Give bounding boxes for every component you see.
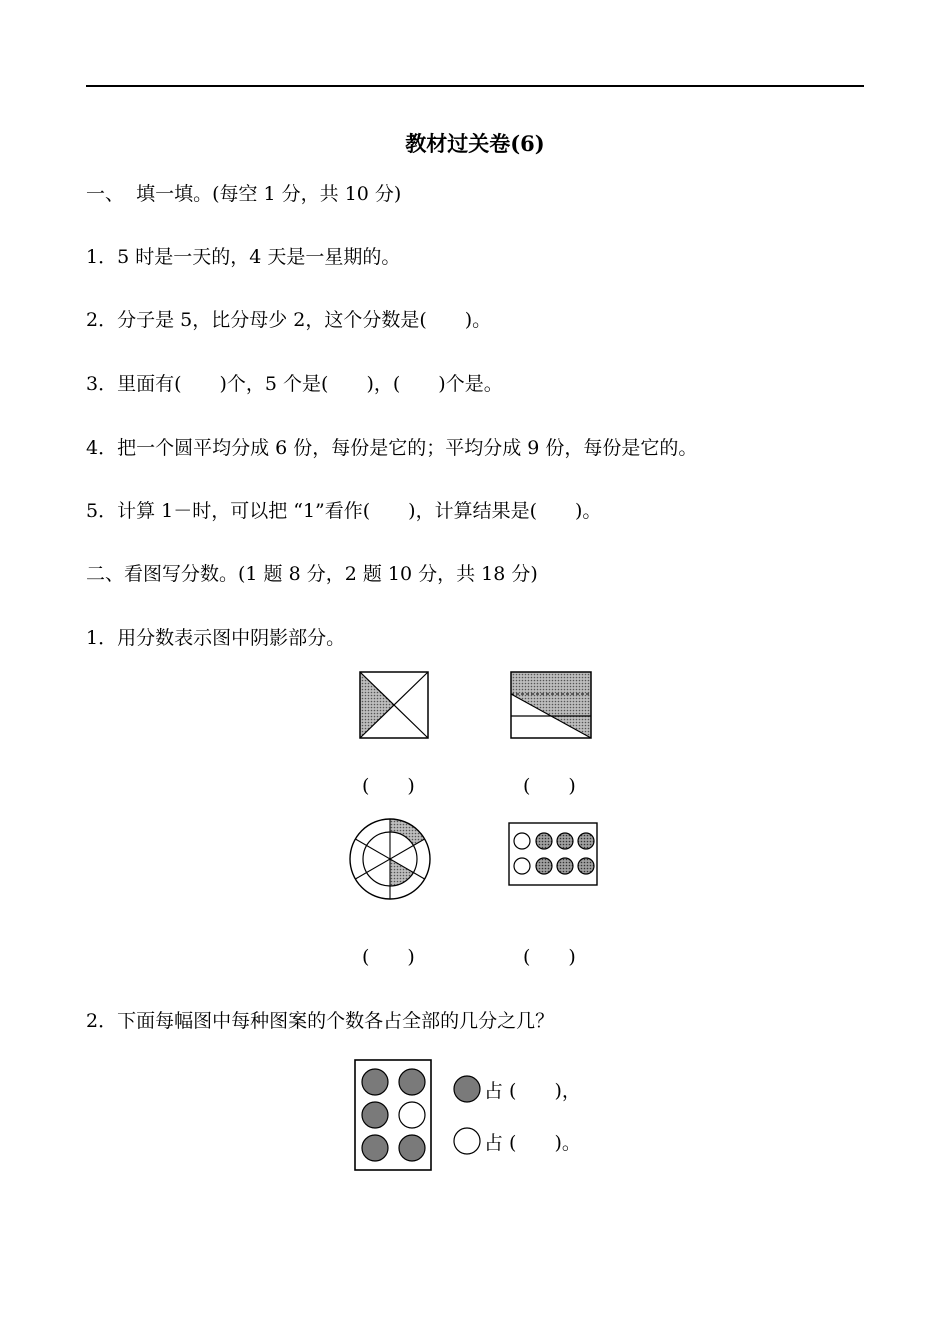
answer-blank: ( ) <box>523 946 576 968</box>
question-2-2: 2．下面每幅图中每种图案的个数各占全部的几分之几？ <box>86 1010 555 1032</box>
question-1-3: 3．里面有( )个，5 个是( )，( )个是。 <box>86 373 503 395</box>
legend-gray-text: 占 ( )， <box>484 1079 581 1102</box>
circle-sectors-figure <box>348 817 432 901</box>
question-1-4: 4．把一个圆平均分成 6 份，每份是它的；平均分成 9 份，每份是它的。 <box>86 437 698 459</box>
page-title: 教材过关卷(6) <box>405 131 545 156</box>
answer-blank: ( ) <box>362 775 415 797</box>
circle-grid-figure <box>508 822 598 886</box>
gray-circle-icon <box>452 1074 482 1104</box>
legend-white <box>452 1126 581 1156</box>
answer-blank: ( ) <box>362 946 415 968</box>
section1-heading: 一、 填一填。(每空 1 分，共 10 分) <box>86 183 402 205</box>
question-1-2: 2．分子是 5，比分母少 2，这个分数是( )。 <box>86 309 492 331</box>
rectangle-strip-figure <box>509 670 593 740</box>
top-rule <box>86 85 864 87</box>
six-circles-figure <box>353 1058 433 1172</box>
legend-white-text: 占 ( )。 <box>484 1131 581 1154</box>
question-2-1: 1．用分数表示图中阴影部分。 <box>86 627 346 649</box>
white-circle-icon <box>452 1126 482 1156</box>
square-diagonals-figure <box>358 670 430 740</box>
section2-heading: 二、看图写分数。(1 题 8 分，2 题 10 分，共 18 分) <box>86 563 538 585</box>
answer-blank: ( ) <box>523 775 576 797</box>
legend-gray <box>452 1074 581 1104</box>
question-1-5: 5．计算 1－时，可以把 “1”看作( )，计算结果是( )。 <box>86 500 602 522</box>
question-1-1: 1．5 时是一天的，4 天是一星期的。 <box>86 246 401 268</box>
